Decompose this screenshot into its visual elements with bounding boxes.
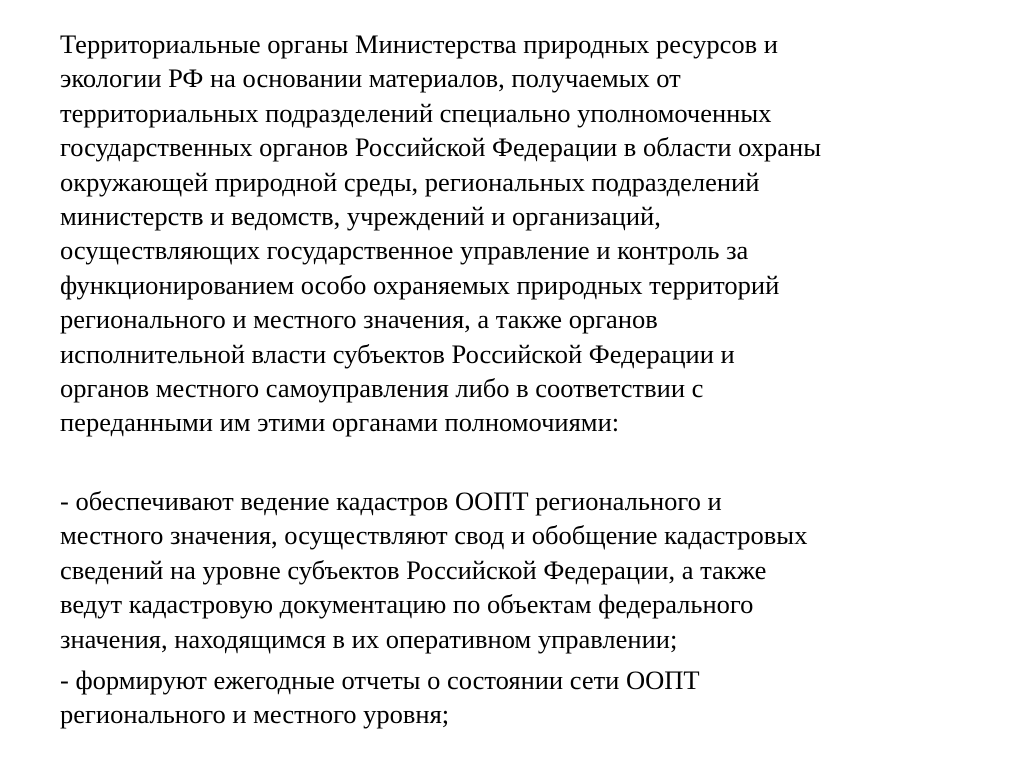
report-duty-paragraph (60, 663, 1000, 732)
text-line: - формируют ежегодные отчеты о состоянии сети ООПТ (60, 664, 700, 695)
cadastre-duty-paragraph (60, 484, 1000, 656)
text-line: исполнительной власти субъектов Российской Федерации и (60, 338, 735, 369)
intro-paragraph (60, 27, 1000, 440)
text-line: ведут кадастровую документацию по объектам федерального (60, 589, 754, 620)
text-line: переданными им этими органами полномочиями: (60, 407, 620, 438)
text-line: государственных органов Российской Федерации в области охраны (60, 132, 821, 163)
text-line: регионального и местного уровня; (60, 699, 450, 730)
text-line: сведений на уровне субъектов Российской Федерации, а также (60, 554, 767, 585)
text-line: окружающей природной среды, региональных подразделений (60, 166, 760, 197)
text-line: функционированием особо охраняемых природных территорий (60, 269, 780, 300)
text-line: органов местного самоуправления либо в соответствии с (60, 373, 704, 404)
text-line: регионального и местного значения, а также органов (60, 304, 658, 335)
text-line: территориальных подразделений специально уполномоченных (60, 97, 772, 128)
slide-text-body (60, 27, 1000, 732)
text-line: - обеспечивают ведение кадастров ООПТ регионального и (60, 485, 722, 516)
text-line: осуществляющих государственное управление и контроль за (60, 235, 749, 266)
text-line: значения, находящимся в их оперативном управлении; (60, 623, 678, 654)
text-line: Территориальные органы Министерства природных ресурсов и (60, 29, 778, 59)
text-line: экологии РФ на основании материалов, получаемых от (60, 63, 681, 94)
text-line: местного значения, осуществляют свод и обобщение кадастровых (60, 520, 808, 551)
text-line: министерств и ведомств, учреждений и организаций, (60, 201, 661, 232)
